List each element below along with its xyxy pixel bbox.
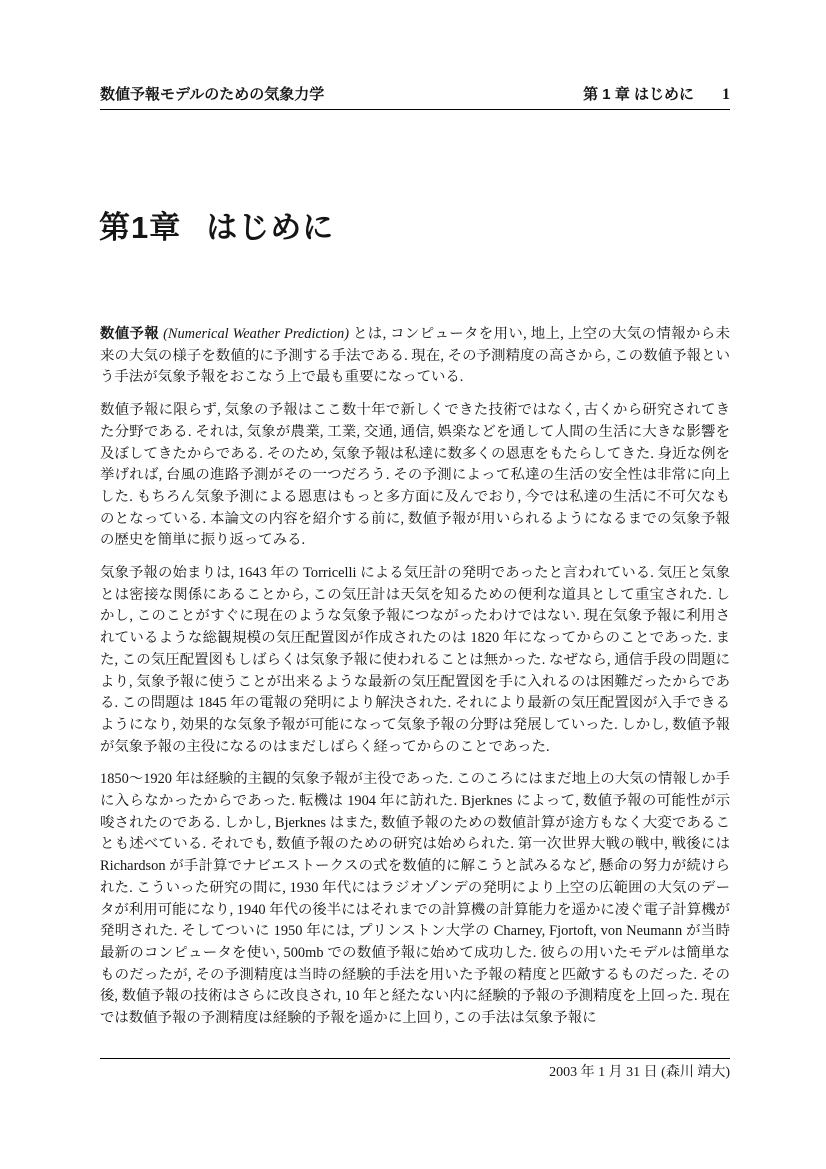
running-chapter-label: 第 1 章 はじめに xyxy=(583,86,694,104)
term-bold: 数値予報 xyxy=(100,326,160,342)
chapter-number: 第1章 xyxy=(99,210,182,245)
running-chapter-block xyxy=(583,86,730,104)
page-number: 1 xyxy=(722,86,730,103)
page-footer xyxy=(100,1058,730,1082)
paragraph-intro xyxy=(100,324,730,389)
footer-date-author: 2003 年 1 月 31 日 (森川 靖大) xyxy=(549,1065,730,1080)
paragraph-history-early: 気象予報の始まりは, 1643 年の Torricelli による気圧計の発明であったと言われている. 気圧と気象とは密接な関係にあることから, この気圧計は天気を知るための便利な道具として重宝された. しかし, このことがすぐに現在のような気象予報につながったわけではない. 現在気象予報に利用されているような総観規模の気圧配置図が作成されたのは 1820 年になってからのことであった. また, この気圧配置図もしばらくは気象予報に使われることは無かった. なぜなら, 通信手段の問題により, 気象予報に使うことが出来るような最新の気圧配置図を手に入れるのは困難だったからである. この問題は 1845 年の電報の発明により解決された. それにより最新の気圧配置図が入手できるようになり, 効果的な気象予報が可能になって気象予報の分野は発展していった. しかし, 数値予報が気象予報の主役になるのはまだしばらく経ってからのことであった. xyxy=(100,565,730,755)
paragraph-history-numerical: 1850〜1920 年は経験的主観的気象予報が主役であった. このころにはまだ地上の大気の情報しか手に入らなかったからであった. 転機は 1904 年に訪れた. Bjerknes によって, 数値予報の可能性が示唆されたのである. しかし, Bjerknes はまた, 数値予報のための数値計算が途方もなく大変であることも述べている. それでも, 数値予報のための研究は始められた. 第一次世界大戦の戦中, 戦後には Richardson が手計算でナビエストークスの式を数値的に解こうと試みるなど, 懸命の努力が続けられた. こういった研究の間に, 1930 年代にはラジオゾンデの発明により上空の広範囲の大気のデータが利用可能になり, 1940 年代の後半にはそれまでの計算機の計算能力を遥かに凌ぐ電子計算機が発明された. そしてついに 1950 年には, プリンストン大学の Charney, Fjortoft, von Neumann が当時最新のコンピュータを使い, 500mb での数値予報に始めて成功した. 彼らの用いたモデルは簡単なものだったが, その予測精度は当時の経験的手法を用いた予報の精度と匹敵するものだった. その後, 数値予報の技術はさらに改良され, 10 年と経たない内に経験的予報の予測精度を上回った. 現在では数値予報の予測精度は経験的予報を遥かに上回り, この手法は気象予報に xyxy=(100,771,730,1027)
body-text xyxy=(100,324,730,1030)
running-header xyxy=(100,86,730,110)
paragraph-benefits: 数値予報に限らず, 気象の予報はここ数十年で新しくできた技術ではなく, 古くから研究されてきた分野である. それは, 気象が農業, 工業, 交通, 通信, 娯楽などを通して人間の生活に大きな影響を及ぼしてきたからである. そのため, 気象予報は私達に数多くの恩恵をもたらしてきた. 身近な例を挙げれば, 台風の進路予測がその一つだろう. その予測によって私達の生活の安全性は非常に向上した. もちろん気象予測による恩恵はもっと多方面に及んでおり, 今では私達の生活に不可欠なものとなっている. 本論文の内容を紹介する前に, 数値予報が用いられるようになるまでの気象予報の歴史を簡単に振り返ってみる. xyxy=(100,402,730,549)
term-english-italic: (Numerical Weather Prediction) xyxy=(163,326,350,342)
chapter-title-text: はじめに xyxy=(206,210,335,245)
running-title: 数値予報モデルのための気象力学 xyxy=(100,86,325,104)
paragraph-intro-text: とは, コンピュータを用い, 地上, 上空の大気の情報から未来の大気の様子を数値的に予測する手法である. 現在, その予測精度の高さから, この数値予報という手法が気象予報をおこなう上で最も重要になっている. xyxy=(100,326,730,386)
chapter-title xyxy=(99,211,334,245)
